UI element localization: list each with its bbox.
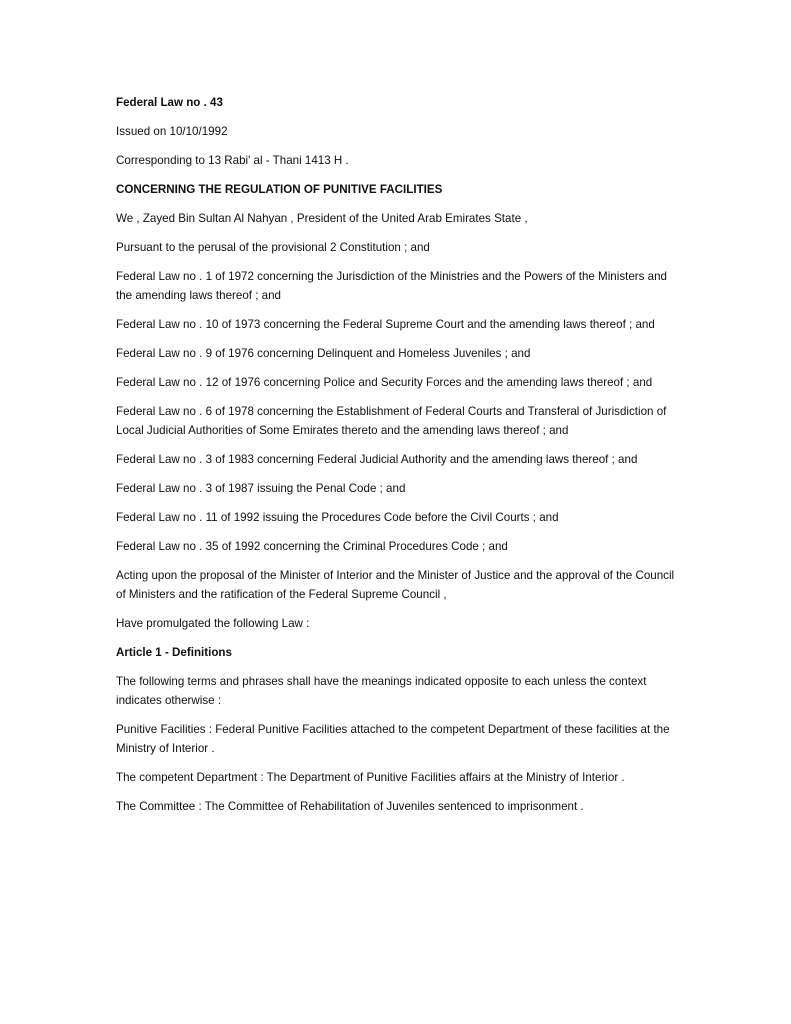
law-title: Federal Law no . 43 bbox=[116, 96, 223, 109]
definition-paragraph: The competent Department : The Department of Punitive Facilities affairs at the Ministry of Interior . bbox=[116, 771, 625, 784]
preamble-paragraph: Federal Law no . 11 of 1992 issuing the Procedures Code before the Civil Courts ; and bbox=[116, 511, 559, 524]
document-page bbox=[116, 93, 678, 826]
hijri-date: Corresponding to 13 Rabi' al - Thani 1413 H . bbox=[116, 154, 349, 167]
preamble-paragraph: Pursuant to the perusal of the provisional 2 Constitution ; and bbox=[116, 241, 430, 254]
preamble-paragraph: Federal Law no . 3 of 1987 issuing the Penal Code ; and bbox=[116, 482, 406, 495]
definition-paragraph: Punitive Facilities : Federal Punitive Facilities attached to the competent Department of these facilities at the Ministry of Interior . bbox=[116, 723, 670, 755]
definition-paragraph: The Committee : The Committee of Rehabilitation of Juveniles sentenced to imprisonment . bbox=[116, 800, 584, 813]
preamble-paragraph: Acting upon the proposal of the Minister of Interior and the Minister of Justice and the approval of the Council of Ministers and the ratification of the Federal Supreme Council , bbox=[116, 569, 675, 601]
article-paragraph: The following terms and phrases shall have the meanings indicated opposite to each unless the context indicates otherwise : bbox=[116, 675, 647, 707]
article-heading: Article 1 - Definitions bbox=[116, 646, 232, 659]
preamble-paragraph: Federal Law no . 1 of 1972 concerning the Jurisdiction of the Ministries and the Powers of the Ministers and the amending laws thereof ; and bbox=[116, 270, 668, 302]
preamble-paragraph: We , Zayed Bin Sultan Al Nahyan , President of the United Arab Emirates State , bbox=[116, 212, 528, 225]
preamble-paragraph: Federal Law no . 6 of 1978 concerning the Establishment of Federal Courts and Transferal of Jurisdiction of Local Judicial Authorities of Some Emirates thereto and the amending laws thereof ; and bbox=[116, 405, 667, 437]
preamble-paragraph: Federal Law no . 12 of 1976 concerning Police and Security Forces and the amending laws thereof ; and bbox=[116, 376, 653, 389]
preamble-paragraph: Have promulgated the following Law : bbox=[116, 617, 310, 630]
issue-date: Issued on 10/10/1992 bbox=[116, 125, 228, 138]
preamble-paragraph: Federal Law no . 9 of 1976 concerning Delinquent and Homeless Juveniles ; and bbox=[116, 347, 531, 360]
preamble-paragraph: Federal Law no . 3 of 1983 concerning Federal Judicial Authority and the amending laws thereof ; and bbox=[116, 453, 638, 466]
preamble-paragraph: Federal Law no . 35 of 1992 concerning the Criminal Procedures Code ; and bbox=[116, 540, 508, 553]
law-subject: CONCERNING THE REGULATION OF PUNITIVE FACILITIES bbox=[116, 183, 443, 196]
preamble-paragraph: Federal Law no . 10 of 1973 concerning the Federal Supreme Court and the amending laws thereof ; and bbox=[116, 318, 655, 331]
